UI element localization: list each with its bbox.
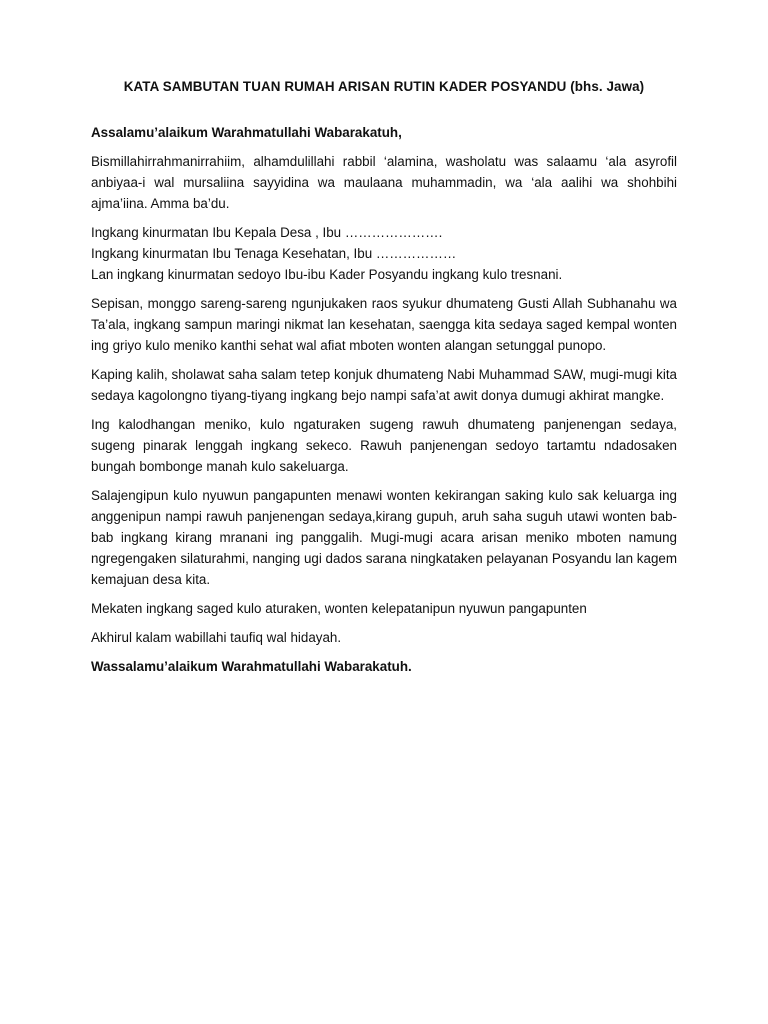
body-paragraph: Akhirul kalam wabillahi taufiq wal hidayah. [91, 630, 342, 645]
closing-greeting: Wassalamu’alaikum Warahmatullahi Wabarakatuh. [91, 659, 412, 674]
document-title: KATA SAMBUTAN TUAN RUMAH ARISAN RUTIN KADER POSYANDU (bhs. Jawa) [123, 79, 645, 94]
body-paragraph: Salajengipun kulo nyuwun pangapunten menawi wonten kekirangan saking kulo sak keluarga ing anggenipun nampi rawuh panjenengan sedaya,kirang gupuh, aruh saha suguh utawi wonten bab-bab ingkang kirang mranani ing panggalih. Mugi-mugi acara arisan meniko mboten namung ngregengaken silaturahmi, nanging ugi dados sarana ningkataken pelayanan Posyandu lan kagem kemajuan desa kita. [91, 488, 677, 587]
opening-paragraph: Bismillahirrahmanirrahiim, alhamdulillahi rabbil ‘alamina, washolatu was salaamu ‘ala asyrofil anbiyaa-i wal mursaliina sayyidina wa maulaana muhammadin, wa ‘ala aalihi wa shohbihi ajma’iina. Amma ba’du. [91, 154, 677, 211]
opening-greeting: Assalamu’alaikum Warahmatullahi Wabarakatuh, [91, 125, 402, 140]
body-paragraph: Sepisan, monggo sareng-sareng ngunjukaken raos syukur dhumateng Gusti Allah Subhanahu wa Ta’ala, ingkang sampun maringi nikmat lan kesehatan, saengga kita sedaya saged kempal wonten ing griyo kulo meniko kanthi sehat wal afiat mboten wonten alangan setunggal punopo. [91, 296, 677, 353]
document-body [91, 76, 677, 677]
address-line: Ingkang kinurmatan Ibu Kepala Desa , Ibu …………………. [91, 225, 443, 240]
address-block [91, 222, 677, 285]
body-paragraph: Mekaten ingkang saged kulo aturaken, wonten kelepatanipun nyuwun pangapunten [91, 601, 587, 616]
address-line: Lan ingkang kinurmatan sedoyo Ibu-ibu Kader Posyandu ingkang kulo tresnani. [91, 267, 563, 282]
address-line: Ingkang kinurmatan Ibu Tenaga Kesehatan, Ibu ……………… [91, 246, 457, 261]
body-paragraph: Ing kalodhangan meniko, kulo ngaturaken sugeng rawuh dhumateng panjenengan sedaya, sugeng pinarak lenggah ingkang sekeco. Rawuh panjenengan sedoyo tartamtu ndadosaken bungah bombonge manah kulo sakeluarga. [91, 417, 677, 474]
body-paragraph: Kaping kalih, sholawat saha salam tetep konjuk dhumateng Nabi Muhammad SAW, mugi-mugi kita sedaya kagolongno tiyang-tiyang ingkang bejo nampi safa’at awit donya dumugi akhirat mangke. [91, 367, 677, 403]
